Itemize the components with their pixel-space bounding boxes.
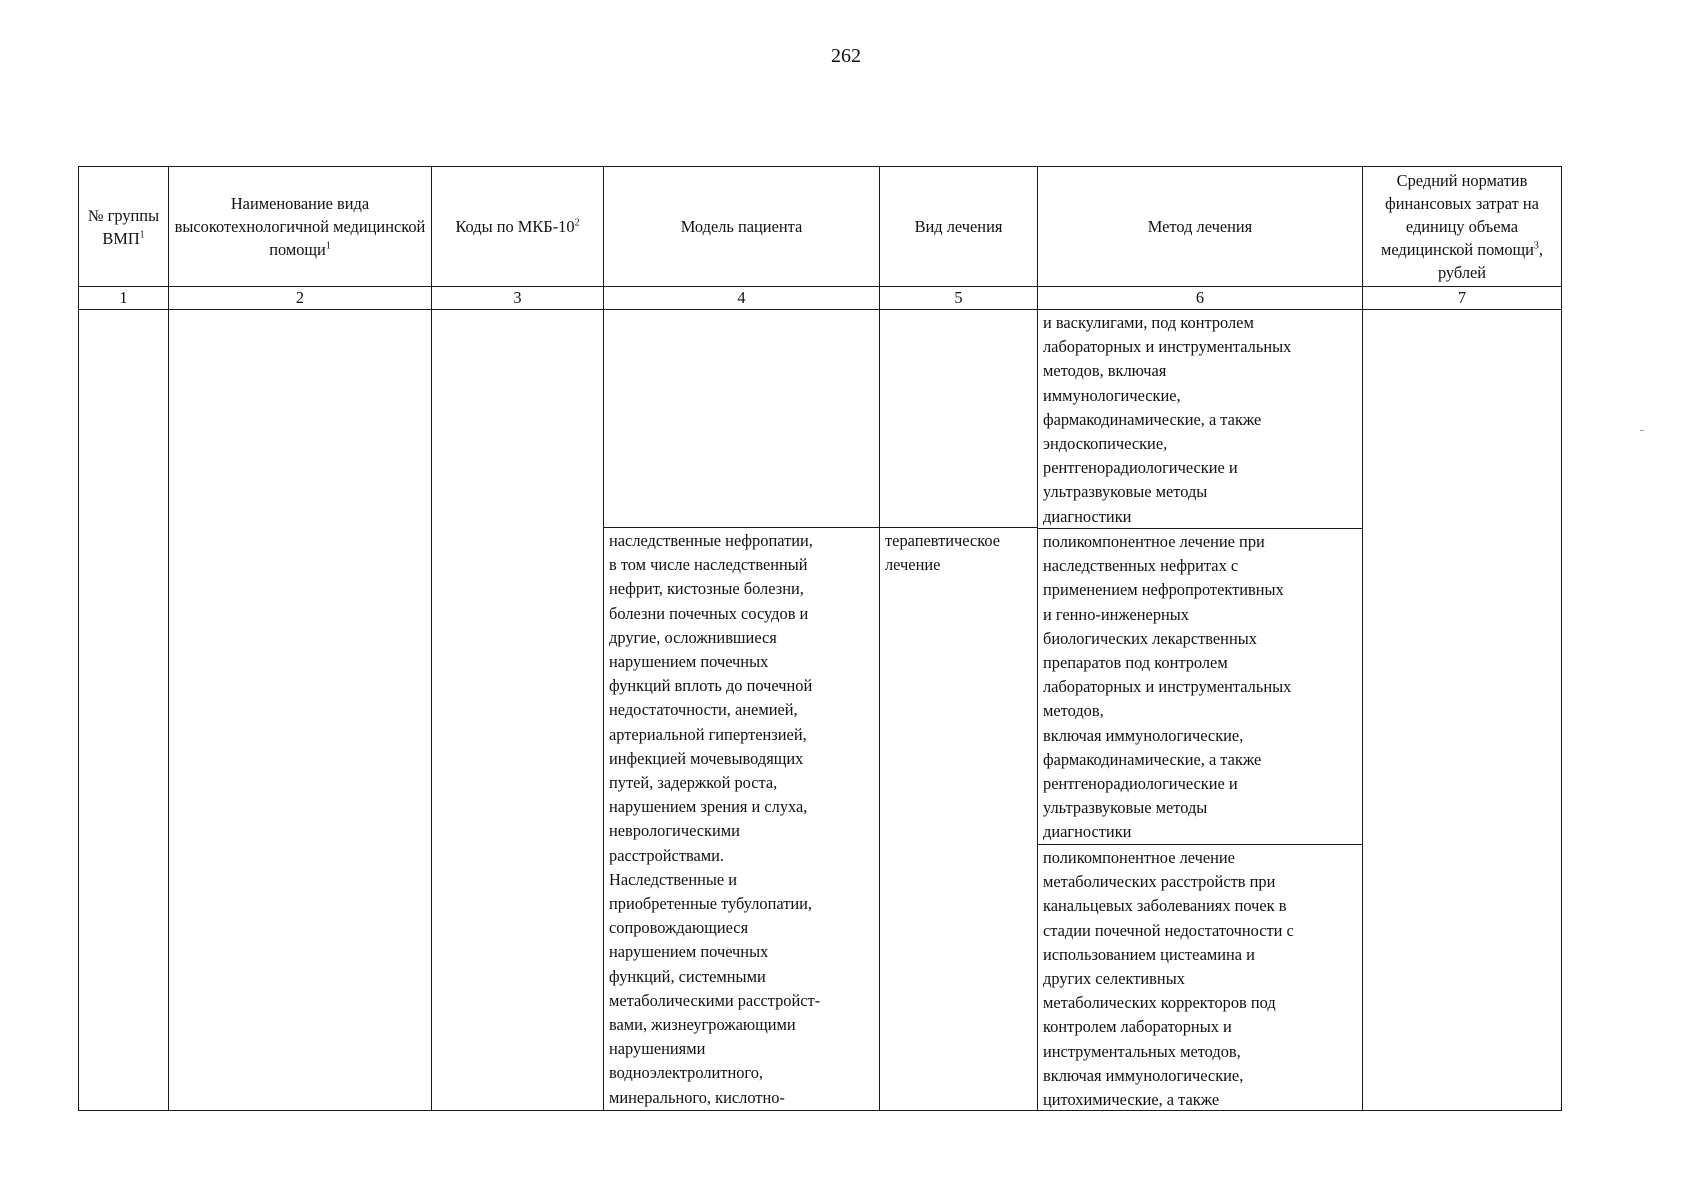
patient-model-empty-cell [604,310,879,528]
column-number: 3 [432,287,604,310]
header-care-name: Наименование вида высокотехнологичной медицинской помощи$^1$ [169,167,432,287]
header-treatment-method: Метод лечения [1038,167,1363,287]
cell-cost-standard [1363,310,1562,1111]
vmp-table [78,166,1562,1111]
header-patient-model: Модель пациента [604,167,880,287]
header-group-no: № группы ВМП$^1$ [79,167,169,287]
cell-treatment-type [880,310,1038,1111]
patient-model-text: наследственные нефропатии, в том числе наследственный нефрит, кистозные болезни, болезни почечных сосудов и другие, осложнившиеся нарушением почечных функций вплоть до почечной недостаточности, анемией, артериальной гипертензией, инфекцией мочевыводящих путей, задержкой роста, нарушением зрения и слуха, неврологическими расстройствами. Наследственные и приобретенные тубулопатии, сопровождающиеся нарушением почечных функций, системными метаболическими расстройст- вами, жизнеугрожающими нарушениями водноэлектролитного, минерального, кислотно- [609,531,821,1107]
header-cost-standard: Средний норматив финансовых затрат на единицу объема медицинской помощи$^3$, рублей [1363,167,1562,287]
treatment-method-continued: и васкулигами, под контролем лабораторных и инструментальных методов, включая иммунологические, фармакодинамические, а также эндоскопические, рентгенорадиологические и ультразвуковые методы диагностики [1043,313,1292,526]
table-row [79,310,1562,1111]
column-number: 5 [880,287,1038,310]
cell-patient-model [604,310,880,1111]
treatment-method-2: поликомпонентное лечение метаболических расстройств при канальцевых заболеваниях почек в стадии почечной недостаточности с использованием цистеамина и других селективных метаболических корректоров под контролем лабораторных и инструментальных методов, включая иммунологические, цитохимические, а также [1038,844,1362,1110]
cell-icd-codes [432,310,604,1111]
column-number: 4 [604,287,880,310]
column-number: 1 [79,287,169,310]
header-treatment-type: Вид лечения [880,167,1038,287]
header-row [79,167,1562,287]
column-number: 2 [169,287,432,310]
treatment-method-1: поликомпонентное лечение при наследственных нефритах с применением нефропротективных и генно-инженерных биологических лекарственных препаратов под контролем лабораторных и инструментальных методов, включая иммунологические, фармакодинамические, а также рентгенорадиологические и ультразвуковые методы диагностики [1038,528,1362,844]
cell-treatment-method [1038,310,1363,1111]
treatment-type-text: терапевтическое лечение [885,531,1001,575]
header-icd-codes: Коды по МКБ-$10^2$ [432,167,604,287]
cell-group-no [79,310,169,1111]
column-number-row [79,287,1562,310]
column-number: 6 [1038,287,1363,310]
treatment-type-empty-cell [880,310,1037,528]
cell-care-name [169,310,432,1111]
column-number: 7 [1363,287,1562,310]
scan-artifact [1640,430,1644,431]
page-number: 262 [831,45,861,67]
